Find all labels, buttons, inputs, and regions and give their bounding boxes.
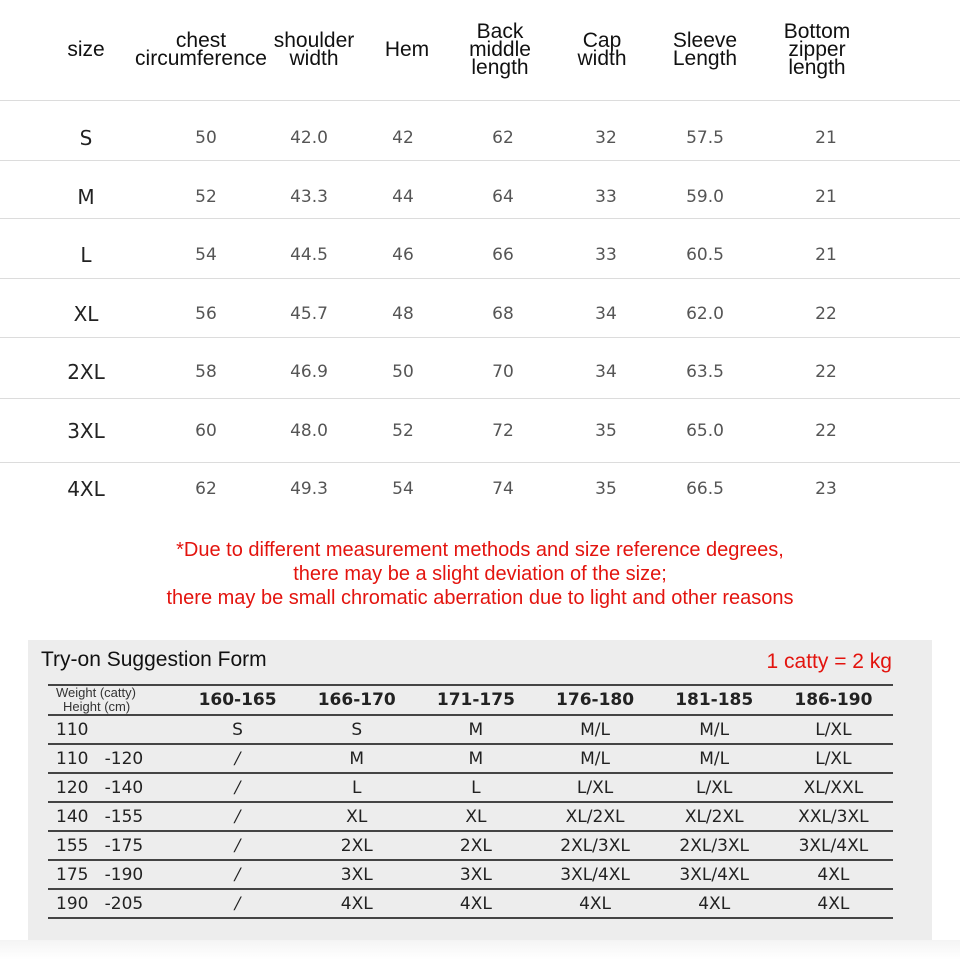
measurement-value: 43.3	[290, 187, 328, 207]
bottom-fade	[0, 940, 960, 960]
suggested-size: M/L	[535, 744, 654, 773]
size-label: L	[80, 243, 92, 267]
measurement-value: 48.0	[290, 421, 328, 441]
measurement-value: 42	[392, 128, 414, 148]
measurement-value: 66	[492, 245, 514, 265]
measurement-value: 52	[392, 421, 414, 441]
header-sleeve-length: Sleeve Length	[672, 29, 738, 70]
suggested-size: /	[178, 889, 297, 918]
measurement-value: 59.0	[686, 187, 724, 207]
suggested-size: M/L	[655, 744, 774, 773]
measurement-value: 44	[392, 187, 414, 207]
measurement-value: 65.0	[686, 421, 724, 441]
measurement-value: 44.5	[290, 245, 328, 265]
height-range-header: 166-170	[297, 685, 416, 715]
divider	[0, 398, 960, 399]
header-size: size	[67, 38, 105, 61]
header-chest: chest circumference	[135, 29, 267, 70]
height-range-header: 176-180	[535, 685, 654, 715]
suggested-size: XXL/3XL	[774, 802, 893, 831]
measurement-value: 21	[815, 128, 837, 148]
table-row	[48, 889, 893, 918]
measurement-value: 22	[815, 304, 837, 324]
measurement-value: 74	[492, 479, 514, 499]
measurement-value: 32	[595, 128, 617, 148]
measurement-value: 58	[195, 362, 217, 382]
suggested-size: XL	[297, 802, 416, 831]
header-zipper-length: Bottom zipper length	[783, 20, 851, 79]
measurement-value: 23	[815, 479, 837, 499]
suggested-size: L/XL	[535, 773, 654, 802]
suggested-size: /	[178, 802, 297, 831]
tryon-body	[48, 715, 893, 918]
table-row	[48, 773, 893, 802]
suggested-size: /	[178, 860, 297, 889]
measurement-value: 33	[595, 187, 617, 207]
measurement-value: 50	[195, 128, 217, 148]
size-row	[0, 109, 960, 167]
suggested-size: L	[297, 773, 416, 802]
suggested-size: /	[178, 773, 297, 802]
size-chart-header	[0, 0, 960, 100]
suggested-size: 4XL	[655, 889, 774, 918]
suggested-size: M	[416, 744, 535, 773]
measurement-value: 34	[595, 304, 617, 324]
weight-range: 175 -190	[48, 860, 178, 889]
suggested-size: 2XL	[416, 831, 535, 860]
divider	[0, 100, 960, 101]
suggested-size: L/XL	[774, 744, 893, 773]
size-label: 4XL	[67, 477, 105, 501]
suggested-size: /	[178, 744, 297, 773]
suggested-size: XL/XXL	[774, 773, 893, 802]
weight-range: 140 -155	[48, 802, 178, 831]
measurement-value: 60.5	[686, 245, 724, 265]
size-label: S	[79, 126, 93, 150]
measurement-value: 70	[492, 362, 514, 382]
weight-range: 120 -140	[48, 773, 178, 802]
suggested-size: 3XL/4XL	[535, 860, 654, 889]
measurement-value: 22	[815, 362, 837, 382]
suggested-size: XL/2XL	[535, 802, 654, 831]
suggested-size: M/L	[535, 715, 654, 744]
header-cap-width: Cap width	[577, 29, 627, 70]
suggested-size: 3XL	[297, 860, 416, 889]
tryon-form	[28, 640, 932, 940]
measurement-value: 50	[392, 362, 414, 382]
size-row	[0, 226, 960, 284]
size-row	[0, 343, 960, 401]
suggested-size: 2XL/3XL	[655, 831, 774, 860]
suggested-size: /	[178, 831, 297, 860]
divider	[0, 160, 960, 161]
suggested-size: 4XL	[774, 860, 893, 889]
measurement-value: 57.5	[686, 128, 724, 148]
table-row	[48, 744, 893, 773]
measurement-value: 48	[392, 304, 414, 324]
measurement-value: 52	[195, 187, 217, 207]
measurement-value: 62	[492, 128, 514, 148]
measurement-value: 21	[815, 187, 837, 207]
weight-range: 110 -120	[48, 744, 178, 773]
measurement-value: 21	[815, 245, 837, 265]
suggested-size: 2XL	[297, 831, 416, 860]
measurement-value: 49.3	[290, 479, 328, 499]
disclaimer-line: *Due to different measurement methods and size reference degrees,	[176, 539, 784, 561]
measurement-value: 54	[392, 479, 414, 499]
header-back-length: Back middle length	[469, 20, 531, 79]
divider	[0, 278, 960, 279]
suggested-size: XL/2XL	[655, 802, 774, 831]
measurement-value: 56	[195, 304, 217, 324]
measurement-value: 60	[195, 421, 217, 441]
size-label: 2XL	[67, 360, 105, 384]
tryon-title: Try-on Suggestion Form	[41, 648, 267, 671]
suggested-size: L	[416, 773, 535, 802]
divider	[0, 218, 960, 219]
suggested-size: M/L	[655, 715, 774, 744]
height-range-header: 181-185	[655, 685, 774, 715]
suggested-size: M	[297, 744, 416, 773]
measurement-value: 33	[595, 245, 617, 265]
suggested-size: 3XL/4XL	[655, 860, 774, 889]
size-label: XL	[73, 302, 99, 326]
table-row	[48, 802, 893, 831]
weight-axis-label: Weight (catty)	[56, 685, 136, 700]
measurement-value: 35	[595, 421, 617, 441]
height-range-header: 171-175	[416, 685, 535, 715]
measurement-value: 42.0	[290, 128, 328, 148]
height-range-header: 160-165	[178, 685, 297, 715]
measurement-value: 54	[195, 245, 217, 265]
weight-range: 110	[48, 715, 178, 744]
suggested-size: 3XL	[416, 860, 535, 889]
suggested-size: XL	[416, 802, 535, 831]
divider	[0, 337, 960, 338]
size-row	[0, 460, 960, 518]
size-row	[0, 285, 960, 343]
measurement-value: 66.5	[686, 479, 724, 499]
disclaimer-line: there may be a slight deviation of the size;	[293, 563, 667, 585]
suggested-size: M	[416, 715, 535, 744]
suggested-size: 2XL/3XL	[535, 831, 654, 860]
tryon-table	[48, 684, 893, 919]
suggested-size: 4XL	[297, 889, 416, 918]
suggested-size: 4XL	[416, 889, 535, 918]
suggested-size: L/XL	[655, 773, 774, 802]
height-range-header: 186-190	[774, 685, 893, 715]
weight-range: 190 -205	[48, 889, 178, 918]
size-label: 3XL	[67, 419, 105, 443]
measurement-value: 22	[815, 421, 837, 441]
suggested-size: 4XL	[774, 889, 893, 918]
measurement-value: 64	[492, 187, 514, 207]
disclaimer-line: there may be small chromatic aberration due to light and other reasons	[166, 587, 794, 609]
suggested-size: S	[178, 715, 297, 744]
unit-conversion-note: 1 catty = 2 kg	[766, 650, 892, 673]
weight-range: 155 -175	[48, 831, 178, 860]
table-row	[48, 860, 893, 889]
measurement-value: 46.9	[290, 362, 328, 382]
measurement-value: 46	[392, 245, 414, 265]
size-label: M	[77, 185, 95, 209]
disclaimer	[0, 538, 960, 610]
suggested-size: 3XL/4XL	[774, 831, 893, 860]
table-row	[48, 831, 893, 860]
suggested-size: L/XL	[774, 715, 893, 744]
header-hem: Hem	[384, 38, 430, 61]
measurement-value: 63.5	[686, 362, 724, 382]
measurement-value: 68	[492, 304, 514, 324]
measurement-value: 62.0	[686, 304, 724, 324]
measurement-value: 45.7	[290, 304, 328, 324]
suggested-size: S	[297, 715, 416, 744]
tryon-header-row	[48, 685, 893, 715]
corner-label	[48, 685, 178, 715]
measurement-value: 35	[595, 479, 617, 499]
suggested-size: 4XL	[535, 889, 654, 918]
header-shoulder: shoulder width	[273, 29, 355, 70]
height-axis-label: Height (cm)	[63, 699, 131, 714]
measurement-value: 72	[492, 421, 514, 441]
size-row	[0, 402, 960, 460]
measurement-value: 34	[595, 362, 617, 382]
divider	[0, 462, 960, 463]
table-row	[48, 715, 893, 744]
measurement-value: 62	[195, 479, 217, 499]
